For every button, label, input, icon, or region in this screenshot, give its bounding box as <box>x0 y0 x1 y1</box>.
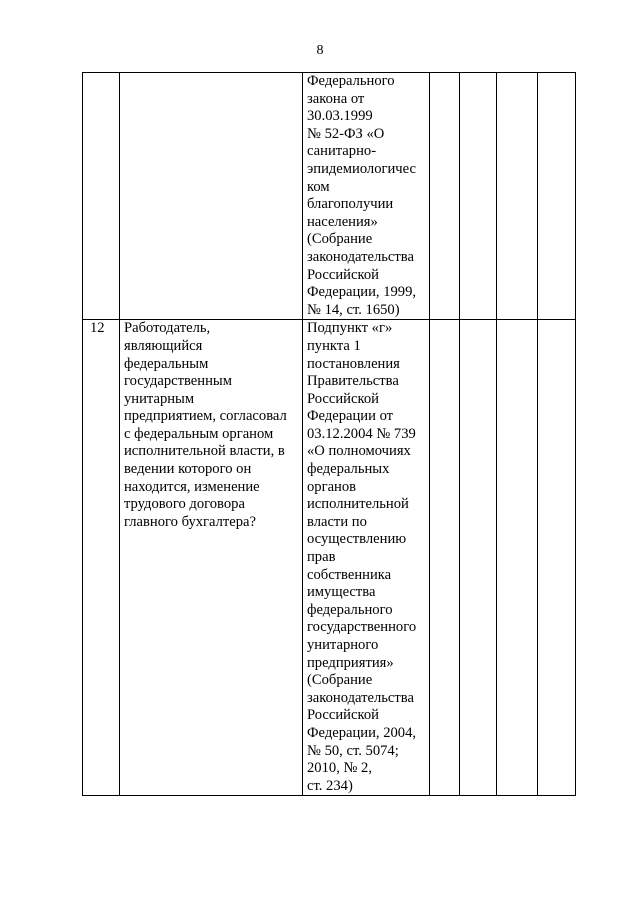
answer-cell-na <box>497 73 538 320</box>
row-number-cell: 12 <box>83 320 120 796</box>
checklist-table <box>82 72 576 796</box>
legal-reference-cell: Подпункт «г» пункта 1 постановления Правительства Российской Федерации от 03.12.2004 № 739 «О полномочиях федеральных органов исполнительной власти по осуществлению прав собственника имущества федерального государственного унитарного предприятия» (Собрание законодательства Российской Федерации, 2004, № 50, ст. 5074; 2010, № 2, ст. 234) <box>303 320 430 796</box>
comment-cell <box>538 320 576 796</box>
question-cell <box>120 73 303 320</box>
row-number-cell <box>83 73 120 320</box>
question-cell: Работодатель, являющийся федеральным государственным унитарным предприятием, согласовал с федеральным органом исполнительной власти, в ведении которого он находится, изменение трудового договора главного бухгалтера? <box>120 320 303 796</box>
answer-cell-no <box>460 73 497 320</box>
table-row <box>83 73 576 320</box>
answer-cell-yes <box>430 73 460 320</box>
answer-cell-na <box>497 320 538 796</box>
table-row <box>83 320 576 796</box>
page-number: 8 <box>316 43 324 58</box>
answer-cell-no <box>460 320 497 796</box>
legal-reference-cell: Федерального закона от 30.03.1999 № 52-ФЗ «О санитарно- эпидемиологичес ком благополучии населения» (Собрание законодательства Российской Федерации, 1999, № 14, ст. 1650) <box>303 73 430 320</box>
answer-cell-yes <box>430 320 460 796</box>
comment-cell <box>538 73 576 320</box>
